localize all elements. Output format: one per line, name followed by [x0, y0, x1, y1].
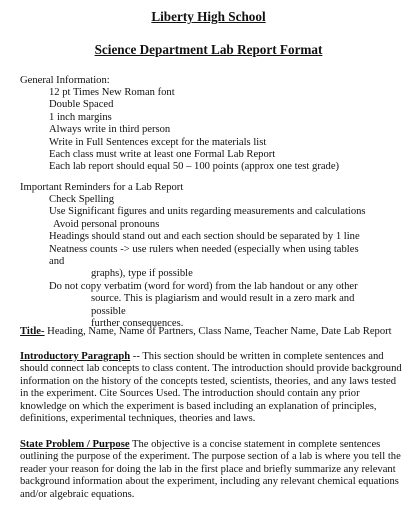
problem-section	[20, 439, 402, 501]
reminders-heading: Important Reminders for a Lab Report	[20, 182, 184, 193]
intro-section-label: Introductory Paragraph	[20, 351, 131, 362]
intro-section	[20, 351, 402, 425]
list-item: Check Spelling	[49, 194, 115, 205]
list-item: Each class must write at least one Formal Lab Report	[49, 149, 276, 161]
general-info-heading: General Information:	[20, 75, 110, 86]
list-item: Use Significant figures and units regarding measurements and calculations	[49, 206, 366, 218]
list-item: Always write in third person	[49, 124, 171, 136]
verbatim-line-1: Do not copy verbatim (word for word) from the lab handout or any other	[49, 280, 358, 292]
general-info-list	[0, 87, 339, 174]
list-item-verbatim	[0, 281, 359, 331]
title-section-text: Heading, Name, Name of Partners, Class Name, Teacher Name, Date Lab Report	[44, 326, 392, 337]
problem-section-label: State Problem / Purpose	[20, 439, 130, 450]
list-item: Avoid personal pronouns	[53, 218, 160, 230]
document-subtitle: Science Department Lab Report Format	[94, 42, 323, 57]
reminders-list	[0, 194, 366, 330]
problem-section-text: The objective is a concise statement in complete sentences outlining the purpose of the experiment. The purpose section of a lab is where you tell the reader your reason for doing the lab in the first place and briefly summarize any relevant background information about the experiment, including any relevant chemical equations and/or algebraic equations.	[20, 439, 401, 500]
verbatim-line-2: source. This is plagiarism and would result in a zero mark and possible	[91, 293, 355, 317]
list-item: Each lab report should equal 50 – 100 points (approx one test grade)	[49, 161, 340, 173]
list-item: Headings should stand out and each section should be separated by 1 line	[49, 231, 360, 243]
list-item-neatness	[0, 244, 359, 281]
neatness-line-1: Neatness counts -> use rulers when needed (especially when using tables and	[49, 243, 359, 268]
list-item: 12 pt Times New Roman font	[49, 87, 175, 98]
verbatim-line-3: further consequences.	[91, 318, 184, 330]
school-title: Liberty High School	[151, 9, 266, 24]
title-section	[20, 326, 402, 338]
intro-section-text: -- This section should be written in complete sentences and should connect lab concepts to class content. The introduction should provide background information on the history of the concepts tested, scientists, theories, and any laws tested in the experiment. Cite Sources Used. The introduction should contain any prior knowledge on which the experiment is based including an explanation of principles, definitions, experimental techniques, theories and laws.	[20, 351, 402, 425]
list-item: Double Spaced	[49, 99, 114, 111]
title-section-label: Title-	[20, 326, 45, 337]
neatness-line-2: graphs), type if possible	[91, 268, 193, 280]
list-item: Write in Full Sentences except for the materials list	[49, 136, 267, 148]
list-item: 1 inch margins	[49, 111, 112, 123]
